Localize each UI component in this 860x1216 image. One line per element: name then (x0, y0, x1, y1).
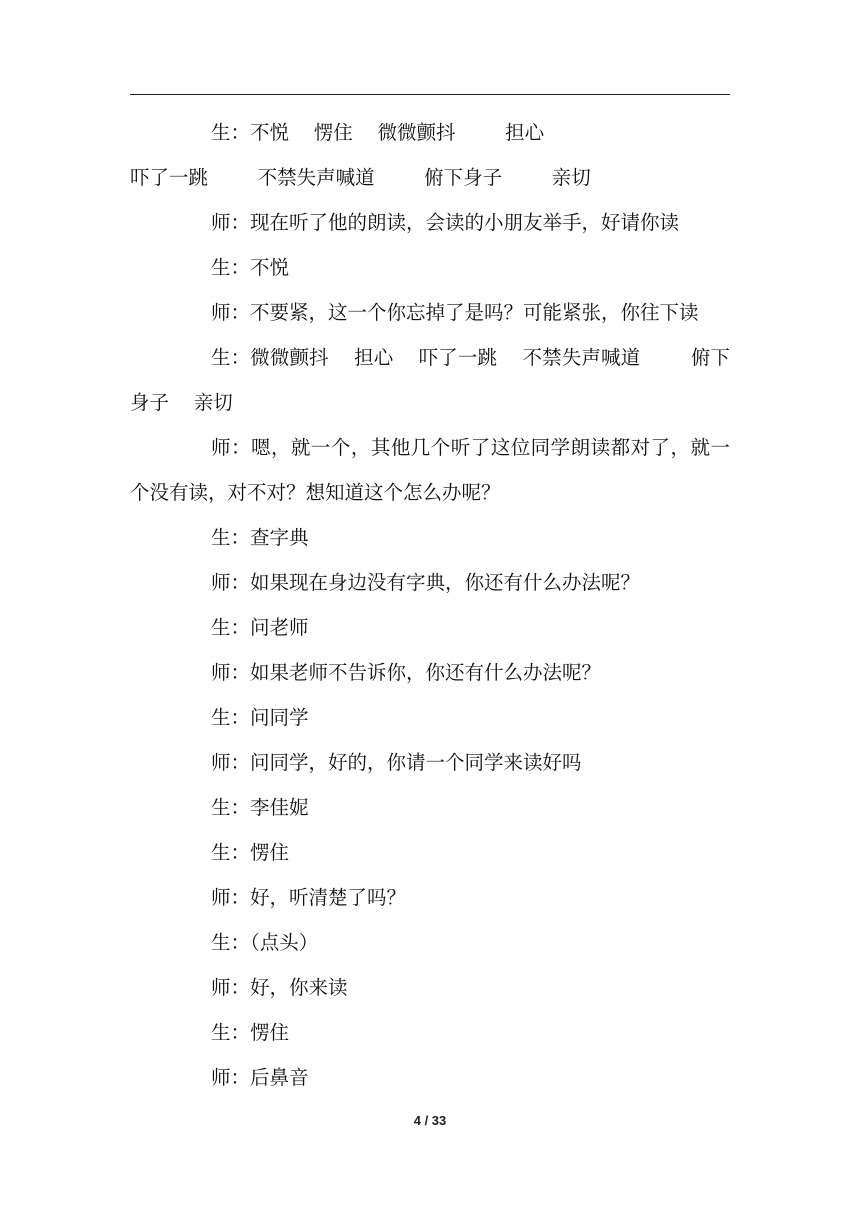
document-body (130, 110, 730, 1100)
paragraph: 师：后鼻音 (211, 1066, 309, 1089)
paragraph: 生：愣住 (211, 1021, 290, 1044)
paragraph: 生：微微颤抖 担心 吓了一跳 不禁失声喊道 俯下身子 亲切 (130, 346, 730, 414)
paragraph: 生：不悦 (211, 256, 290, 279)
paragraph: 师：如果老师不告诉你，你还有什么办法呢？ (211, 661, 602, 684)
page-number: 4 / 33 (413, 1113, 447, 1128)
paragraph: 生：不悦 愣住 微微颤抖 担心 (211, 121, 545, 144)
header-rule (130, 94, 730, 95)
paragraph: 师：不要紧，这一个你忘掉了是吗？可能紧张，你往下读 (211, 301, 699, 324)
paragraph: 生：问老师 (211, 616, 309, 639)
paragraph: 师：好，你来读 (211, 976, 348, 999)
paragraph: 生：（点头） (211, 931, 319, 954)
paragraph: 生：愣住 (211, 841, 290, 864)
paragraph: 师：嗯，就一个，其他几个听了这位同学朗读都对了，就一个没有读，对不对？想知道这个怎么办呢？ (130, 436, 730, 504)
paragraph: 师：现在听了他的朗读，会读的小朋友举手，好请你读 (211, 211, 680, 234)
paragraph: 生：查字典 (211, 526, 309, 549)
paragraph: 师：问同学，好的，你请一个同学来读好吗 (211, 751, 582, 774)
paragraph: 师：如果现在身边没有字典，你还有什么办法呢？ (211, 571, 641, 594)
paragraph: 生：李佳妮 (211, 796, 309, 819)
paragraph: 生：问同学 (211, 706, 309, 729)
paragraph: 师：好，听清楚了吗？ (211, 886, 407, 909)
paragraph: 吓了一跳 不禁失声喊道 俯下身子 亲切 (130, 166, 591, 189)
